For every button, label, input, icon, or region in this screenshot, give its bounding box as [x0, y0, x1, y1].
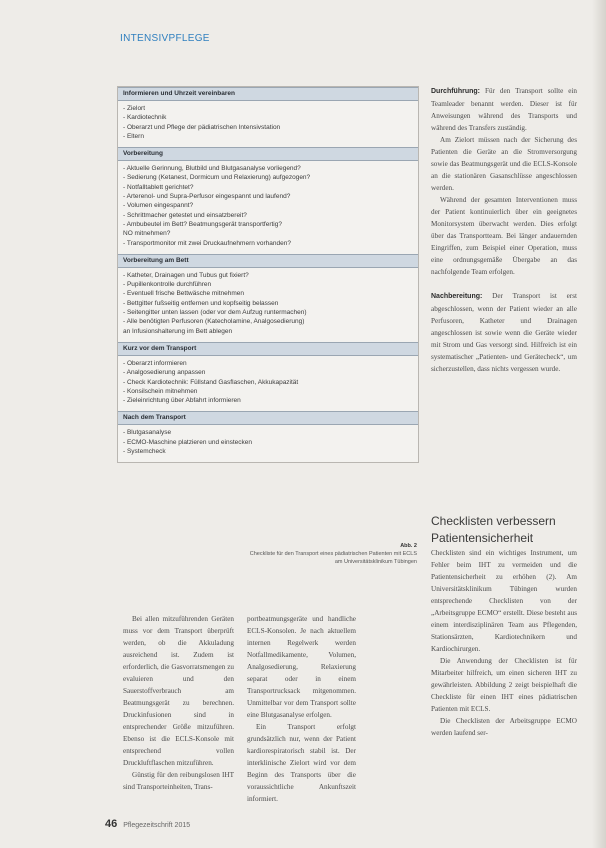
checklist-item: - Katheter, Drainagen und Tubus gut fixiert? — [123, 271, 249, 279]
checklist-item: - Blutgasanalyse — [123, 429, 172, 437]
checklist-item: - Aktuelle Gerinnung, Blutbild und Blutgasanalyse vorliegend? — [123, 165, 301, 173]
checklist-item: - Sedierung (Ketanest, Dormicum und Relaxierung) aufgezogen? — [123, 174, 311, 182]
paragraph-text: Für den Transport sollte ein Teamleader benannt werden. Dieser ist für Anweisungen während des Transports und während des Transfers zuständig. — [431, 87, 578, 132]
checklist-item: - Bettgitter fußseitig entfernen und kopfseitig belassen — [123, 299, 279, 307]
caption-line-1: Checkliste für den Transport eines pädiatrischen Patienten mit ECLS — [249, 551, 417, 557]
checklist-section-body — [118, 356, 418, 411]
checklist-item: - Transportmonitor mit zwei Druckaufnehmern vorhanden? — [123, 239, 291, 247]
checklist-item: - ECMO-Maschine platzieren und einstecken — [123, 438, 252, 446]
text-column-middle — [247, 613, 356, 805]
checklist-item: - Volumen eingespannt? — [123, 202, 194, 210]
text-column-right-top — [431, 85, 577, 375]
checklist-item: - Ambubeutel im Bett? Beatmungsgerät transportfertig? — [123, 220, 282, 228]
checklist-item: - Konsilschein mitnehmen — [123, 387, 198, 395]
paragraph: Die Anwendung der Checklisten ist für Mitarbeiter hilfreich, um einen sicheren IHT zu gewährleisten. Abbildung 2 zeigt beispielhaft die Checkliste für einen IHT eines pädiatrischen Patienten mit ECLS. — [431, 657, 577, 713]
paragraph: Ein Transport erfolgt grundsätzlich nur, wenn der Patient kardiorespiratorisch stabil ist. Der interklinische Zielort wird vor dem Beginn des Transports über die voraussichtliche Ankunftszeit informiert. — [247, 723, 356, 803]
paragraph: Während der gesamten Interventionen muss der Patient kontinuierlich über ein geeignetes Monitorsystem überwacht werden. Dies erfolgt über das Transportteam. Bei länger andauernden Eingriffen, zum Beispiel einer Operation, muss eine ordnungsgemäße Übergabe an das nachfolgende Team erfolgen. — [431, 196, 577, 276]
checklist-item: - Seitengitter unten lassen (oder vor dem Aufzug runtermachen) — [123, 309, 307, 317]
section-heading: Checklisten verbessern Patientensicherheit — [431, 514, 556, 545]
checklist-item: - Systemcheck — [123, 448, 166, 456]
paragraph: Die Checklisten der Arbeitsgruppe ECMO werden laufend ser- — [431, 717, 577, 737]
checklist-item: - Arterenol- und Supra-Perfusor eingespannt und laufend? — [123, 193, 291, 201]
run-in-heading: Durchführung: — [431, 88, 480, 95]
page-edge-shadow — [592, 0, 606, 848]
paragraph: Checklisten sind ein wichtiges Instrument, um Fehler beim IHT zu vermeiden und die Patientensicherheit zu erhöhen (2). Am Universitätsklinikum Tübingen wurden entsprechende Checklisten von der „Arbeitsgruppe ECMO“ erstellt. Diese besteht aus einem interdisziplinären Team aus Pflegenden, Stationsärzten, Kardiotechnikern und Kardiochirurgen. — [431, 549, 577, 653]
paragraph-text: Der Transport ist erst abgeschlossen, wenn der Patient wieder an alle Perfusoren, Katheter und Drainagen angeschlossen ist sowie wenn die Geräte wieder mit Strom und Gas versorgt sind. Hilfreich ist ein systematischer „Patienten- und Gerätecheck“, um sicherzustellen, dass nichts vergessen wurde. — [431, 292, 577, 373]
checklist-item: - Oberarzt informieren — [123, 359, 187, 367]
checklist-section-heading: Informieren und Uhrzeit vereinbaren — [118, 87, 418, 101]
checklist-section-body — [118, 161, 418, 254]
checklist-item: - Kardiotechnik — [123, 114, 167, 122]
checklist-item: NO mitnehmen? — [123, 230, 171, 238]
checklist-item: - Eltern — [123, 132, 144, 140]
caption-line-2: am Universitätsklinikum Tübingen — [334, 559, 417, 565]
checklist-item: - Zieleinrichtung über Abfahrt informieren — [123, 397, 241, 405]
paragraph: portbeatmungsgeräte und handliche ECLS-Konsolen. Je nach aktuellem internen Regelwerk werden Notfallmedikamente, Volumen, Analgosedierung, Relaxierung separat oder in einem Transportrucksack mitgenommen. Unmittelbar vor dem Transport sollte eine Blutgasanalyse erfolgen. — [247, 615, 356, 719]
text-column-right-bottom — [431, 547, 577, 739]
checklist-item: - Eventuell frische Bettwäsche mitnehmen — [123, 290, 245, 298]
checklist-item: - Oberarzt und Pflege der pädiatrischen Intensivstation — [123, 123, 281, 131]
checklist-section-body — [118, 268, 418, 342]
page-footer — [105, 818, 190, 830]
checklist-section-body — [118, 425, 418, 462]
checklist-section-heading: Vorbereitung — [118, 147, 418, 161]
text-column-left — [123, 613, 234, 793]
checklist-box — [117, 86, 419, 463]
figure-label: Abb. 2 — [400, 543, 417, 549]
paragraph: Am Zielort müssen nach der Sicherung des Patienten die Geräte an die Stromversorgung sowie das Beatmungsgerät und die ECLS-Konsole an die stationären Gasanschlüsse angeschlossen werden. — [431, 136, 577, 192]
checklist-item: - Check Kardiotechnik: Füllstand Gasflaschen, Akkukapazität — [123, 378, 299, 386]
checklist-item: - Zielort — [123, 105, 146, 112]
checklist-section-body — [118, 101, 418, 147]
checklist-item: an Infusionshalterung im Bett ablegen — [123, 327, 233, 335]
checklist-section-heading: Kurz vor dem Transport — [118, 342, 418, 356]
paragraph — [431, 290, 577, 375]
paragraph: Bei allen mitzuführenden Geräten muss vor dem Transport überprüft werden, ob die Akkuladung ausreichend ist. Zudem ist erforderlich, die Gasvorratsmengen zu evaluieren und den Sauerstoffverbrauch am Beatmungsgerät zu berechnen. Druckinfusionen sind in entsprechender Größe mitzuführen. Ebenso ist die ECLS-Konsole mit entsprechend vollen Druckluftflaschen mitzuführen. — [123, 615, 234, 767]
checklist-item: - Alle benötigten Perfusoren (Katecholamine, Analgosedierung) — [123, 318, 305, 326]
checklist-item: - Pupillenkontrolle durchführen — [123, 281, 212, 289]
checklist-section-heading: Vorbereitung am Bett — [118, 254, 418, 268]
page-number: 46 — [105, 818, 118, 830]
checklist-section-heading: Nach dem Transport — [118, 411, 418, 425]
figure-caption — [117, 542, 417, 566]
checklist-item: - Schrittmacher getestet und einsatzbereit? — [123, 211, 247, 219]
checklist-item: - Analgosedierung anpassen — [123, 369, 206, 377]
checklist-item: - Notfalltablett gerichtet? — [123, 183, 194, 191]
paragraph — [431, 85, 577, 134]
paragraph: Günstig für den reibungslosen IHT sind Transporteinheiten, Trans- — [123, 771, 234, 791]
run-in-heading: Nachbereitung: — [431, 293, 483, 300]
footer-text: Pflegezeitschrift 2015 — [123, 822, 191, 829]
section-label: INTENSIVPFLEGE — [120, 33, 210, 44]
